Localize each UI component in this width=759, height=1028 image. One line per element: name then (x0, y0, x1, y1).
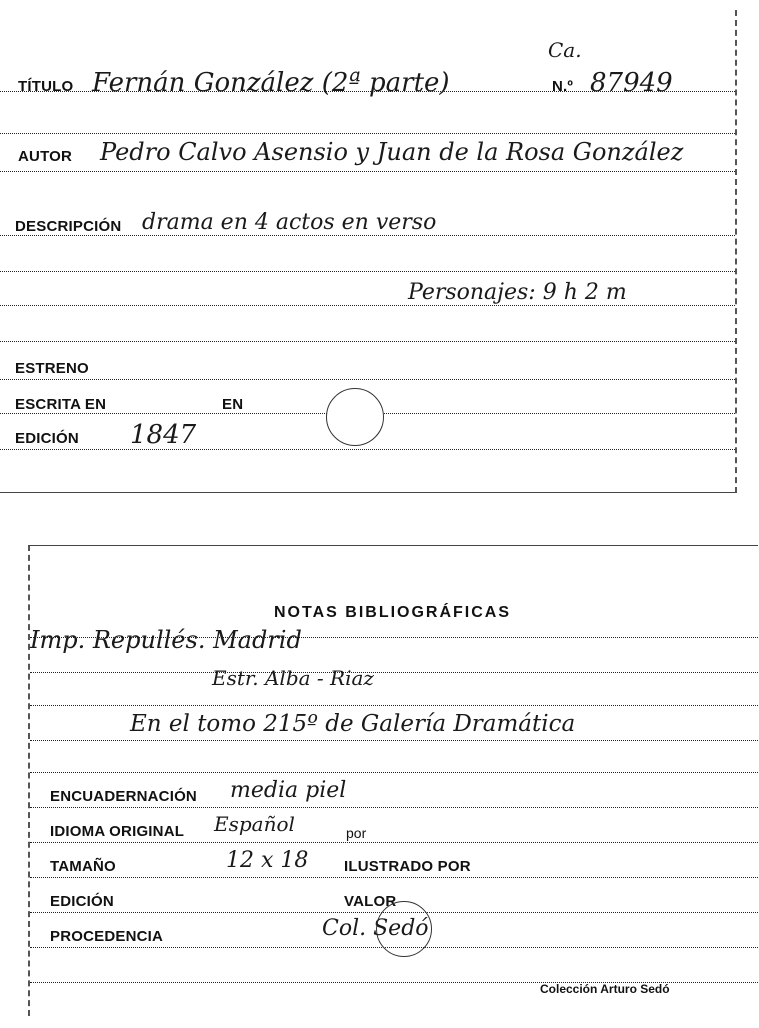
notes-heading: NOTAS BIBLIOGRÁFICAS (274, 604, 512, 621)
ruled-line (30, 771, 758, 773)
ruled-line (30, 876, 758, 878)
ruled-line (0, 170, 735, 172)
punch-hole (376, 901, 432, 957)
ruled-line (30, 841, 758, 843)
numero-note: Ca. (548, 38, 582, 62)
punch-hole (326, 388, 384, 446)
ruled-line (30, 806, 758, 808)
titulo-label: TÍTULO (18, 78, 74, 95)
en-label: EN (222, 396, 244, 413)
autor-value: Pedro Calvo Asensio y Juan de la Rosa González (100, 138, 684, 166)
ilustrado-label: ILUSTRADO POR (344, 858, 471, 875)
note-line-1: Imp. Repullés. Madrid (30, 626, 302, 654)
ruled-line (30, 739, 758, 741)
ruled-line (30, 671, 758, 673)
valor-label: VALOR (344, 893, 397, 910)
ruled-line (0, 340, 735, 342)
ruled-line (0, 270, 735, 272)
tamano-value: 12 x 18 (226, 848, 309, 873)
encuadernacion-value: media piel (230, 778, 347, 803)
numero-value: 87949 (590, 68, 673, 98)
ruled-line (0, 448, 735, 450)
encuadernacion-label: ENCUADERNACIÓN (50, 788, 197, 805)
titulo-value: Fernán González (2ª parte) (92, 68, 450, 98)
catalog-card-top (0, 10, 737, 493)
ruled-line (0, 378, 735, 380)
descripcion-label: DESCRIPCIÓN (15, 218, 122, 235)
idioma-value: Español (214, 812, 295, 836)
descripcion-value: drama en 4 actos en verso (142, 210, 437, 235)
edicion-label: EDICIÓN (15, 430, 79, 447)
note-line-3: En el tomo 215º de Galería Dramática (130, 711, 576, 737)
tamano-label: TAMAÑO (50, 858, 116, 875)
edicion-label-bottom: EDICIÓN (50, 893, 114, 910)
ruled-line (0, 132, 735, 134)
personajes-value: Personajes: 9 h 2 m (408, 280, 627, 305)
procedencia-label: PROCEDENCIA (50, 928, 164, 945)
por-label: por (346, 825, 367, 841)
procedencia-value: Col. Sedó (322, 916, 429, 941)
catalog-card-bottom (28, 545, 758, 1016)
edicion-value: 1847 (130, 420, 197, 450)
ruled-line (30, 704, 758, 706)
collection-footer: Colección Arturo Sedó (540, 982, 670, 996)
numero-label: N.º (552, 78, 574, 95)
autor-label: AUTOR (18, 148, 73, 165)
estreno-label: ESTRENO (15, 360, 89, 377)
escrita-en-label: ESCRITA EN (15, 396, 107, 413)
note-line-2: Estr. Alba - Riaz (212, 666, 374, 690)
idioma-label: IDIOMA ORIGINAL (50, 823, 185, 840)
